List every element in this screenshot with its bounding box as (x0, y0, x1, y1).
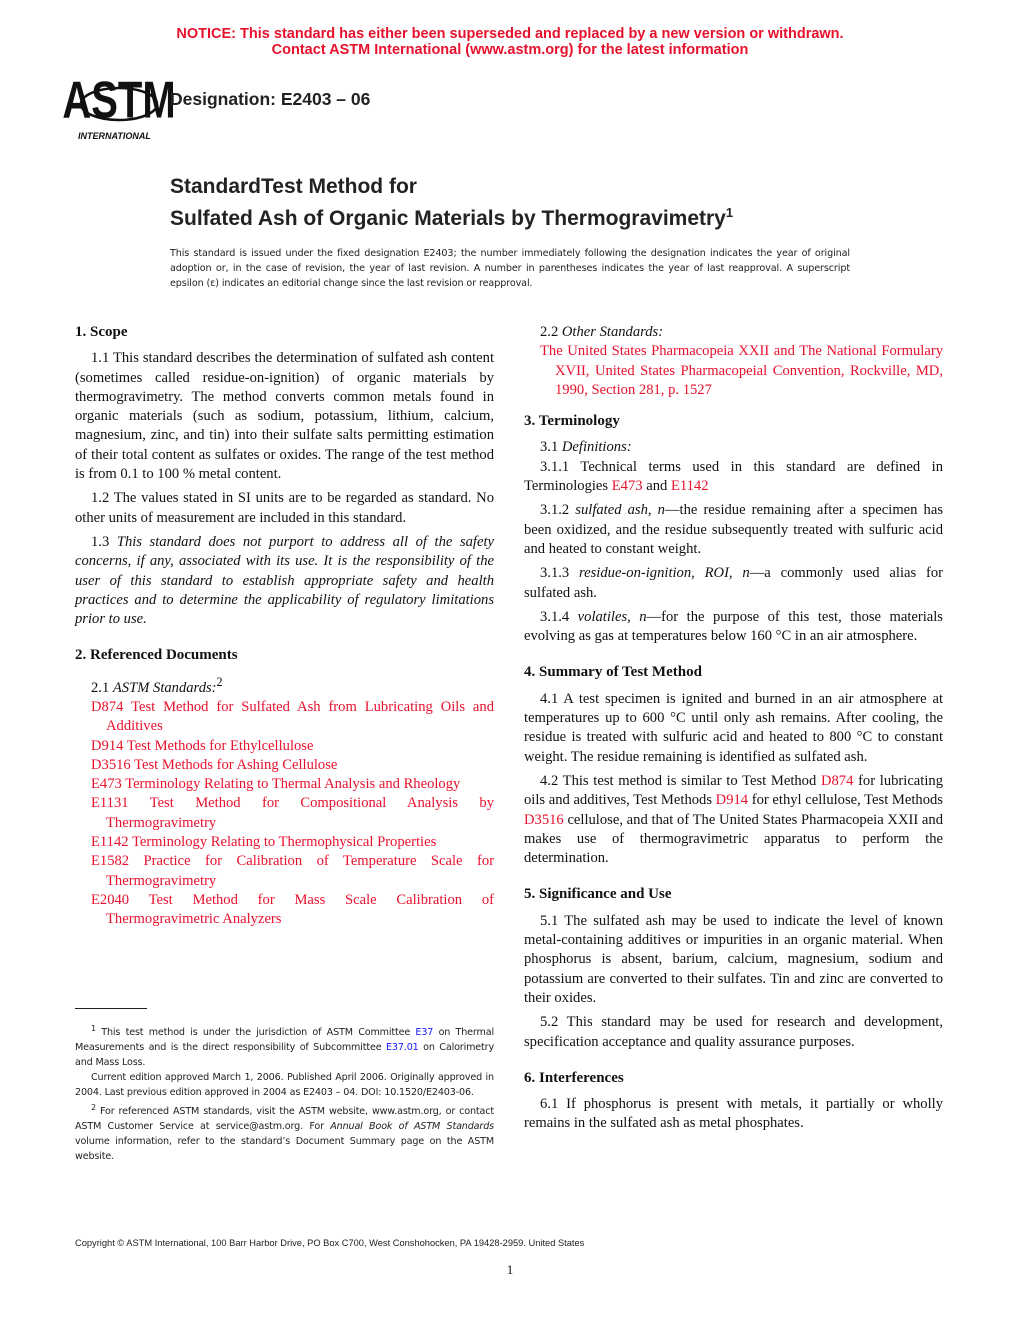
text-run: 3.1 (540, 439, 562, 456)
footnotes (75, 1021, 494, 1164)
text-run: 2.1 (91, 679, 113, 696)
reference-link[interactable]: D914 (715, 792, 749, 809)
reference-link[interactable]: E1131 Test Method for Compositional Analysis by Thermogravimetry (91, 795, 494, 831)
spacer (524, 1057, 943, 1069)
paragraph (524, 1013, 943, 1052)
text-run: volatiles, n (577, 608, 647, 625)
paragraph (524, 690, 943, 767)
spacer (524, 873, 943, 885)
reference-link[interactable]: D874 (820, 772, 854, 789)
text-run: Current edition approved March 1, 2006. Published April 2006. Originally approved in 2004. Last previous edition approved in 2004 as E2403 – 04. DOI: 10.1520/E2403-06. (75, 1072, 494, 1099)
text-run: 1.2 The values stated in SI units are to be regarded as standard. No other units of measurement are included in this standard. (75, 490, 494, 526)
paragraph (75, 349, 494, 484)
copyright: Copyright © ASTM International, 100 Barr Harbor Drive, PO Box C700, West Conshohocken, PA 19428-2959. United States (75, 1238, 585, 1248)
text-run: 4. Summary of Test Method (524, 664, 702, 681)
text-run: 5.2 This standard may be used for research and development, specification acceptance and quality assurance purposes. (524, 1014, 943, 1050)
text-run: 1. Scope (75, 324, 128, 340)
text-run: for ethyl cellulose, Test Methods (748, 792, 943, 809)
spacer (524, 400, 943, 412)
reference-link[interactable]: E37 (415, 1027, 434, 1039)
text-run: residue-on-ignition, ROI, n (579, 565, 750, 582)
paragraph (524, 1095, 943, 1134)
paragraph (524, 608, 943, 647)
section-heading (75, 646, 494, 665)
text-run: 2 (91, 1103, 96, 1113)
footnote-divider (75, 1008, 147, 1009)
issuance-statement: This standard is issued under the fixed designation E2403; the number immediately following the designation indicates the year of original adoption or, in the case of revision, the year of last revision. A number in parentheses indicates the year of last reapproval. A superscript epsilon (ε) indicates an editorial change since the last revision or reapproval. (170, 248, 850, 289)
text-run: and (642, 478, 671, 495)
designation: Designation: E2403 – 06 (170, 89, 371, 109)
text-run: 1.3 (91, 533, 117, 550)
text-run: 3.1.3 (540, 565, 580, 582)
text-run: ASTM Standards: (112, 679, 217, 696)
reference-item (75, 775, 494, 794)
text-run: on Thermal Measurements and is the direct responsibility of Subcommittee (75, 1027, 494, 1054)
reference-link[interactable]: E1582 Practice for Calibration of Temperature Scale for Thermogravimetry (91, 853, 494, 889)
reference-link[interactable]: E1142 Terminology Relating to Thermophysical Properties (91, 833, 437, 850)
title-footnote-ref: 1 (725, 205, 734, 220)
reference-link[interactable]: E473 (611, 478, 643, 495)
spacer (524, 651, 943, 663)
reference-item (75, 891, 494, 930)
title-line-2 (170, 200, 733, 232)
footnote (75, 1100, 494, 1164)
reference-item (75, 698, 494, 737)
text-run: 3. Terminology (524, 413, 620, 430)
reference-link[interactable]: D3516 (524, 811, 564, 828)
paragraph (524, 564, 943, 603)
text-run: Definitions: (561, 439, 632, 456)
reference-item (75, 833, 494, 852)
text-run: on Calorimetry and Mass Loss. (75, 1042, 494, 1069)
notice-line-1: NOTICE: This standard has either been superseded and replaced by a new version or withdrawn. (176, 26, 844, 42)
logo-subtext: INTERNATIONAL (78, 131, 151, 141)
document-title (170, 174, 733, 232)
text-run: —the residue remaining after a specimen has been oxidized, and the residue subsequently treated with sulfuric acid and heated to constant weight. (524, 502, 943, 557)
footnote (75, 1070, 494, 1100)
page-number: 1 (506, 1262, 514, 1277)
reference-link[interactable]: D914 Test Methods for Ethylcellulose (91, 737, 314, 754)
paragraph (524, 323, 943, 342)
text-run: 1.1 This standard describes the determination of sulfated ash content (sometimes called residue-on-ignition) of organic materials by thermogravimetry. The method converts common metals found in organic materials (such as sodium, potassium, lithium, calcium, magnesium, zinc, and tin) into their sulfate salts permitting estimation of their total content as sulfates or oxides. The range of the test method is from 0.1 to 100 % metal content. (75, 350, 494, 483)
text-run: sulfated ash, n (575, 502, 665, 519)
text-run: Other Standards: (561, 324, 664, 340)
reference-link[interactable]: D874 Test Method for Sulfated Ash from Lubricating Oils and Additives (91, 698, 494, 735)
paragraph (524, 501, 943, 559)
text-run: 6. Interferences (524, 1069, 624, 1086)
reference-link[interactable]: E473 Terminology Relating to Thermal Analysis and Rheology (91, 776, 461, 793)
text-run: This standard does not purport to address all of the safety concerns, if any, associated with its use. It is the responsibility of the user of this standard to establish appropriate safety and health practices and to determine the applicability of regulatory limitations prior to use. (75, 533, 494, 628)
text-run: 2.2 (540, 324, 562, 340)
paragraph (75, 673, 494, 698)
text-run: 4.2 This test method is similar to Test Method (540, 772, 821, 789)
reference-item (524, 342, 943, 400)
text-run: —a commonly used alias for sulfated ash. (524, 565, 943, 601)
text-run: 6.1 If phosphorus is present with metals, it partially or wholly remains in the sulfated ash as metal phosphates. (524, 1096, 943, 1132)
text-run: 3.1.2 (540, 502, 576, 519)
text-run: For referenced ASTM standards, visit the ASTM website, www.astm.org, or contact ASTM Customer Service at service@astm.org. For (75, 1106, 494, 1133)
text-run: 4.1 A test specimen is ignited and burned in an air atmosphere at temperatures up to 600 °C until only ash remains. After cooling, the residue is treated with sulfuric acid and heated to 800 °C to constant weight. The residue remaining is identified as sulfated ash. (524, 690, 943, 765)
section-heading (524, 412, 943, 431)
reference-link[interactable]: E37.01 (385, 1042, 419, 1054)
text-run: This test method is under the jurisdiction of ASTM Committee (95, 1027, 416, 1039)
logo-lettering: ASTM (62, 70, 176, 129)
text-run: cellulose, and that of The United States Pharmacopeia XXII and makes use of thermogravimetric apparatus to perform the determination. (524, 811, 943, 867)
reference-item (75, 852, 494, 891)
text-run: 3.1.1 Technical terms used in this standard are defined in Terminologies (524, 458, 943, 495)
section-heading (524, 885, 943, 904)
reference-link[interactable]: E1142 (670, 478, 709, 495)
notice-line-2: Contact ASTM International (www.astm.org) for the latest information (271, 42, 749, 58)
paragraph (524, 438, 943, 457)
text-run: 1 (91, 1024, 96, 1033)
paragraph (524, 912, 943, 1008)
paragraph (75, 533, 494, 629)
reference-link[interactable]: The United States Pharmacopeia XXII and The National Formulary XVII, United States Pharmacopeial Convention, Rockville, MD, 1990, Section 281, p. 1527 (540, 343, 943, 398)
left-column (75, 323, 494, 929)
paragraph (524, 458, 943, 497)
reference-link[interactable]: E2040 Test Method for Mass Scale Calibration of Thermogravimetric Analyzers (91, 891, 494, 928)
text-run: 2 (216, 674, 223, 689)
title-line-1: StandardTest Method for (170, 175, 417, 198)
supersession-notice (0, 26, 1020, 58)
paragraph (524, 772, 943, 868)
text-run: Annual Book of ASTM Standards (330, 1121, 494, 1133)
text-run: for lubricating oils and additives, Test Methods (524, 772, 943, 809)
spacer (75, 634, 494, 646)
right-column (524, 323, 943, 1139)
paragraph (75, 489, 494, 528)
text-run: volume information, refer to the standard’s Document Summary page on the ASTM website. (75, 1136, 494, 1163)
section-heading (75, 323, 494, 342)
section-heading (524, 1069, 943, 1088)
text-run: 5. Significance and Use (524, 886, 672, 903)
reference-item (75, 756, 494, 775)
footnote (75, 1021, 494, 1070)
text-run: 3.1.4 (540, 608, 578, 625)
text-run: —for the purpose of this test, those materials evolving as gas at temperatures below 160 °C in an air atmosphere. (524, 608, 943, 645)
reference-item (75, 737, 494, 756)
text-run: 5.1 The sulfated ash may be used to indicate the level of known metal-containing additives or impurities in an organic material. When phosphorus is absent, barium, calcium, magnesium, sodium and potassium are converted to their sulfates. Tin and zinc are converted to their oxides. (524, 912, 943, 1006)
section-heading (524, 663, 943, 682)
text-run: 2. Referenced Documents (75, 647, 238, 664)
title-line-2-text: Sulfated Ash of Organic Materials by Thermogravimetry (170, 207, 726, 230)
reference-item (75, 794, 494, 833)
reference-link[interactable]: D3516 Test Methods for Ashing Cellulose (91, 756, 338, 773)
